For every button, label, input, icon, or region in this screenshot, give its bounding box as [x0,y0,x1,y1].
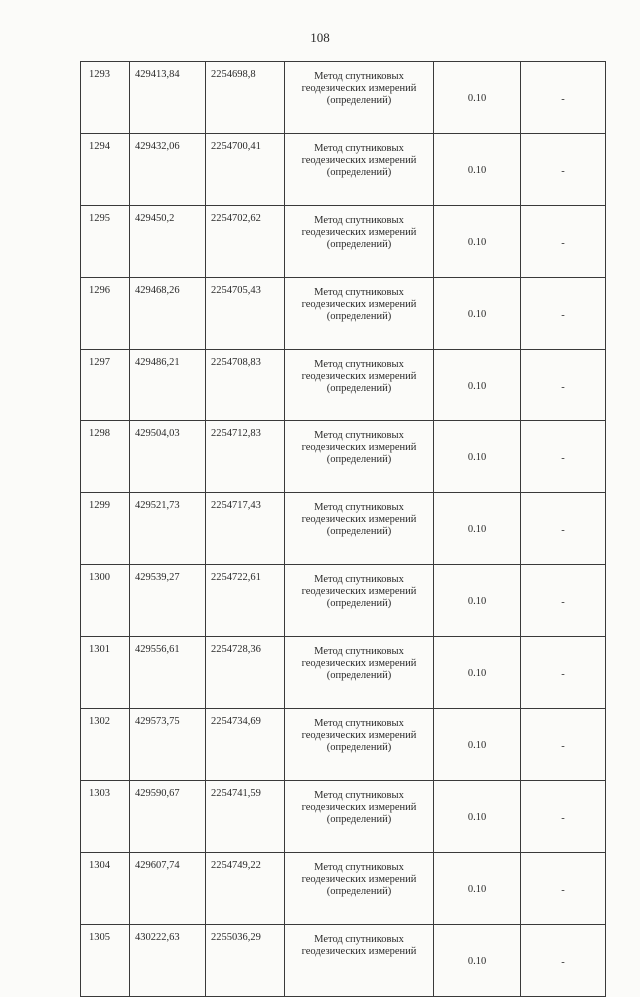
table-row [81,924,606,996]
note-cell [521,493,606,565]
accuracy-cell [434,709,521,781]
method-line: Метод спутниковых [314,142,404,154]
method-line: (определений) [326,95,392,106]
method-cell [285,277,434,349]
note-cell [521,637,606,709]
note-value: - [561,812,565,824]
method-line: геодезических измерений [301,514,417,526]
method-line: Метод спутниковых [314,861,404,873]
accuracy-cell [434,852,521,924]
method-line: Метод спутниковых [314,214,404,226]
method-cell [285,421,434,493]
note-value: - [561,381,565,393]
accuracy-cell [434,780,521,852]
table-row [81,852,606,924]
method-cell [285,565,434,637]
table-row [81,493,606,565]
accuracy-cell [434,421,521,493]
note-cell [521,349,606,421]
note-cell [521,62,606,134]
method-line: (определений) [326,238,392,250]
x-coordinate-cell: 429413,84 [130,62,206,134]
accuracy-value: 0.10 [467,236,487,248]
accuracy-cell [434,133,521,205]
note-cell [521,565,606,637]
accuracy-value: 0.10 [467,92,487,104]
x-coordinate-cell: 429504,03 [130,421,206,493]
method-cell [285,637,434,709]
accuracy-value: 0.10 [467,811,487,823]
method-line: геодезических измерений [301,586,417,598]
method-line: геодезических измерений [301,801,417,813]
note-value: - [561,165,565,177]
method-line: Метод спутниковых [314,933,404,945]
y-coordinate-cell: 2254712,83 [206,421,285,493]
table-row [81,62,606,134]
accuracy-value: 0.10 [467,308,487,320]
method-cell [285,852,434,924]
method-line: геодезических измерений [301,370,417,382]
accuracy-cell [434,349,521,421]
x-coordinate-cell: 429450,2 [130,205,206,277]
y-coordinate-cell: 2254728,36 [206,637,285,709]
point-number-cell: 1293 [81,62,130,134]
method-line: геодезических измерений [301,945,417,957]
note-value: - [561,93,565,105]
point-number-cell: 1295 [81,205,130,277]
accuracy-cell [434,277,521,349]
point-number-cell: 1298 [81,421,130,493]
accuracy-value: 0.10 [467,883,487,895]
note-cell [521,421,606,493]
method-line: геодезических измерений [301,226,417,238]
note-cell [521,780,606,852]
x-coordinate-cell: 429521,73 [130,493,206,565]
point-number-cell: 1305 [81,924,130,996]
table-body [81,62,606,997]
y-coordinate-cell: 2254700,41 [206,133,285,205]
point-number-cell: 1299 [81,493,130,565]
method-line: (определений) [326,885,392,897]
point-number-cell: 1304 [81,852,130,924]
note-cell [521,852,606,924]
note-value: - [561,237,565,249]
table-row [81,349,606,421]
table-row [81,133,606,205]
x-coordinate-cell: 429556,61 [130,637,206,709]
x-coordinate-cell: 429486,21 [130,349,206,421]
note-value: - [561,884,565,896]
accuracy-value: 0.10 [467,668,487,680]
accuracy-cell [434,205,521,277]
note-cell [521,924,606,996]
note-cell [521,277,606,349]
method-cell [285,924,434,996]
method-line: Метод спутниковых [314,502,404,514]
table-row [81,421,606,493]
method-cell [285,780,434,852]
point-number-cell: 1297 [81,349,130,421]
accuracy-value: 0.10 [467,955,487,967]
method-line: (определений) [326,742,392,754]
page-number: 108 [310,30,330,45]
y-coordinate-cell: 2254741,59 [206,780,285,852]
method-line: (определений) [326,382,392,394]
note-cell [521,133,606,205]
method-line: (определений) [326,598,392,610]
point-number-cell: 1303 [81,780,130,852]
method-line: Метод спутниковых [314,286,404,298]
accuracy-value: 0.10 [467,524,487,536]
method-line: Метод спутниковых [314,574,404,586]
table-row [81,205,606,277]
accuracy-value: 0.10 [467,452,487,464]
y-coordinate-cell: 2254708,83 [206,349,285,421]
method-line: Метод спутниковых [314,789,404,801]
x-coordinate-cell: 429590,67 [130,780,206,852]
method-cell [285,133,434,205]
point-number-cell: 1300 [81,565,130,637]
accuracy-cell [434,924,521,996]
method-line: (определений) [326,813,392,825]
y-coordinate-cell: 2254734,69 [206,709,285,781]
y-coordinate-cell: 2254717,43 [206,493,285,565]
method-line: Метод спутниковых [314,718,404,730]
accuracy-cell [434,637,521,709]
note-value: - [561,453,565,465]
point-number-cell: 1296 [81,277,130,349]
method-cell [285,493,434,565]
accuracy-cell [434,565,521,637]
note-value: - [561,525,565,537]
accuracy-cell [434,62,521,134]
x-coordinate-cell: 429432,06 [130,133,206,205]
coordinates-table [80,61,606,997]
table-row [81,565,606,637]
method-line: геодезических измерений [301,298,417,310]
x-coordinate-cell: 429539,27 [130,565,206,637]
note-cell [521,205,606,277]
method-cell [285,205,434,277]
table-row [81,277,606,349]
point-number-cell: 1301 [81,637,130,709]
accuracy-cell [434,493,521,565]
method-line: (определений) [326,166,392,178]
point-number-cell: 1294 [81,133,130,205]
method-line: Метод спутниковых [314,646,404,658]
note-value: - [561,956,565,968]
method-cell [285,349,434,421]
method-line: Метод спутниковых [314,71,404,82]
x-coordinate-cell: 429573,75 [130,709,206,781]
accuracy-value: 0.10 [467,739,487,751]
method-line: (определений) [326,526,392,538]
note-value: - [561,597,565,609]
y-coordinate-cell: 2254749,22 [206,852,285,924]
method-line: геодезических измерений [301,442,417,454]
y-coordinate-cell: 2254705,43 [206,277,285,349]
note-value: - [561,740,565,752]
y-coordinate-cell: 2255036,29 [206,924,285,996]
method-cell [285,62,434,134]
method-line: (определений) [326,310,392,322]
table-row [81,709,606,781]
note-value: - [561,309,565,321]
accuracy-value: 0.10 [467,380,487,392]
method-cell [285,709,434,781]
y-coordinate-cell: 2254698,8 [206,62,285,134]
method-line: геодезических измерений [301,873,417,885]
method-line: геодезических измерений [301,658,417,670]
table-row [81,637,606,709]
method-line: геодезических измерений [301,83,417,94]
table-row [81,780,606,852]
method-line: Метод спутниковых [314,430,404,442]
note-cell [521,709,606,781]
method-line: (определений) [326,670,392,682]
x-coordinate-cell: 429607,74 [130,852,206,924]
method-line: геодезических измерений [301,154,417,166]
method-line: геодезических измерений [301,730,417,742]
y-coordinate-cell: 2254722,61 [206,565,285,637]
accuracy-value: 0.10 [467,596,487,608]
point-number-cell: 1302 [81,709,130,781]
note-value: - [561,669,565,681]
y-coordinate-cell: 2254702,62 [206,205,285,277]
accuracy-value: 0.10 [467,164,487,176]
x-coordinate-cell: 430222,63 [130,924,206,996]
method-line: Метод спутниковых [314,358,404,370]
method-line: (определений) [326,454,392,466]
x-coordinate-cell: 429468,26 [130,277,206,349]
